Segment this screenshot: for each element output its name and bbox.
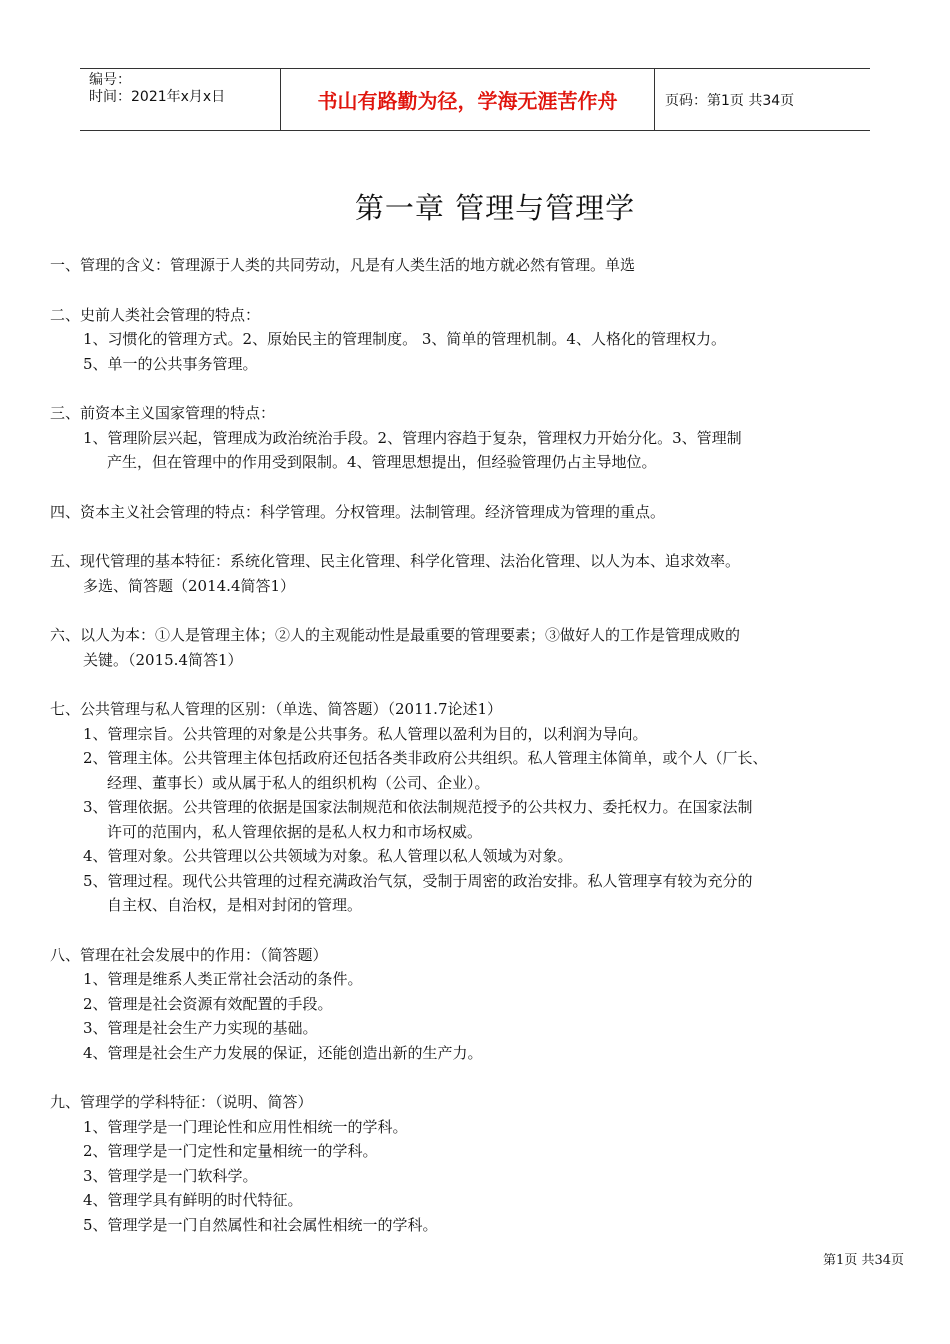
section-8 — [50, 943, 900, 1066]
list-item: 4、管理是社会生产力发展的保证，还能创造出新的生产力。 — [83, 1043, 483, 1062]
section-note: 多选、简答题（2014.4简答1） — [83, 576, 296, 595]
chapter-title: 第一章 管理与管理学 — [354, 191, 636, 225]
section-4 — [50, 500, 900, 525]
list-item-continuation: 产生，但在管理中的作用受到限制。4、管理思想提出，但经验管理仍占主导地位。 — [107, 453, 657, 471]
section-heading: 六、以人为本：①人是管理主体；②人的主观能动性是最重要的管理要素；③做好人的工作是管理成败的 — [50, 626, 741, 644]
section-heading: 三、前资本主义国家管理的特点： — [50, 404, 276, 422]
list-item: 2、管理是社会资源有效配置的手段。 — [83, 994, 333, 1013]
section-9 — [50, 1090, 900, 1237]
list-item: 1、管理阶层兴起，管理成为政治统治手段。2、管理内容趋于复杂，管理权力开始分化。3、管理制 — [83, 428, 742, 447]
section-7 — [50, 697, 900, 918]
section-heading: 二、史前人类社会管理的特点： — [50, 305, 261, 324]
section-heading: 一、管理的含义：管理源于人类的共同劳动，凡是有人类生活的地方就必然有管理。单选 — [50, 256, 636, 274]
list-item: 1、管理是维系人类正常社会活动的条件。 — [83, 970, 363, 988]
section-heading: 四、资本主义社会管理的特点：科学管理。分权管理。法制管理。经济管理成为管理的重点。 — [50, 502, 666, 521]
section-note: 关键。（2015.4简答1） — [83, 650, 243, 669]
list-item: 2、管理主体。公共管理主体包括政府还包括各类非政府公共组织。私人管理主体简单，或个人（厂长、 — [83, 749, 768, 767]
list-item: 3、管理学是一门软科学。 — [83, 1166, 258, 1185]
list-item: 3、管理依据。公共管理的依据是国家法制规范和依法制规范授予的公共权力、委托权力。在国家法制 — [83, 798, 753, 816]
document-header — [80, 68, 870, 131]
section-heading: 七、公共管理与私人管理的区别：（单选、简答题）（2011.7论述1） — [50, 700, 503, 718]
section-6 — [50, 623, 900, 672]
list-item: 5、管理过程。现代公共管理的过程充满政治气氛，受制于周密的政治安排。私人管理享有较为充分的 — [83, 871, 753, 890]
document-body — [50, 253, 900, 1262]
list-item: 4、管理对象。公共管理以公共领域为对象。私人管理以私人领域为对象。 — [83, 847, 573, 865]
header-page: 页码：第1页 共34页 — [665, 92, 795, 109]
section-2 — [50, 303, 900, 377]
list-item-continuation: 许可的范围内，私人管理依据的是私人权力和市场权威。 — [107, 822, 483, 841]
page-footer: 第1页 共34页 — [823, 1253, 904, 1268]
header-number: 编号： — [89, 72, 131, 88]
list-item: 5、管理学是一门自然属性和社会属性相统一的学科。 — [83, 1215, 438, 1234]
header-motto: 书山有路勤为径，学海无涯苦作舟 — [281, 69, 655, 130]
header-date: 时间：2021年x月x日 — [89, 89, 226, 105]
list-item: 2、管理学是一门定性和定量相统一的学科。 — [83, 1142, 378, 1160]
section-5 — [50, 549, 900, 598]
section-3 — [50, 401, 900, 475]
header-meta — [80, 69, 281, 130]
list-item: 3、管理是社会生产力实现的基础。 — [83, 1019, 318, 1037]
list-item-continuation: 自主权、自治权，是相对封闭的管理。 — [107, 896, 363, 914]
list-item: 5、单一的公共事务管理。 — [83, 354, 258, 373]
section-heading: 八、管理在社会发展中的作用：（简答题） — [50, 945, 328, 964]
list-item: 1、习惯化的管理方式。2、原始民主的管理制度。 3、简单的管理机制。4、人格化的管理权力。 — [83, 330, 726, 348]
section-1 — [50, 253, 900, 278]
section-heading: 九、管理学的学科特征：（说明、简答） — [50, 1093, 313, 1111]
list-item: 1、管理学是一门理论性和应用性相统一的学科。 — [83, 1117, 408, 1136]
list-item: 4、管理学具有鲜明的时代特征。 — [83, 1191, 303, 1209]
list-item-continuation: 经理、董事长）或从属于私人的组织机构（公司、企业）。 — [107, 773, 490, 792]
section-heading: 五、现代管理的基本特征：系统化管理、民主化管理、科学化管理、法治化管理、以人为本、追求效率。 — [50, 552, 741, 570]
list-item: 1、管理宗旨。公共管理的对象是公共事务。私人管理以盈利为目的，以利润为导向。 — [83, 724, 648, 743]
